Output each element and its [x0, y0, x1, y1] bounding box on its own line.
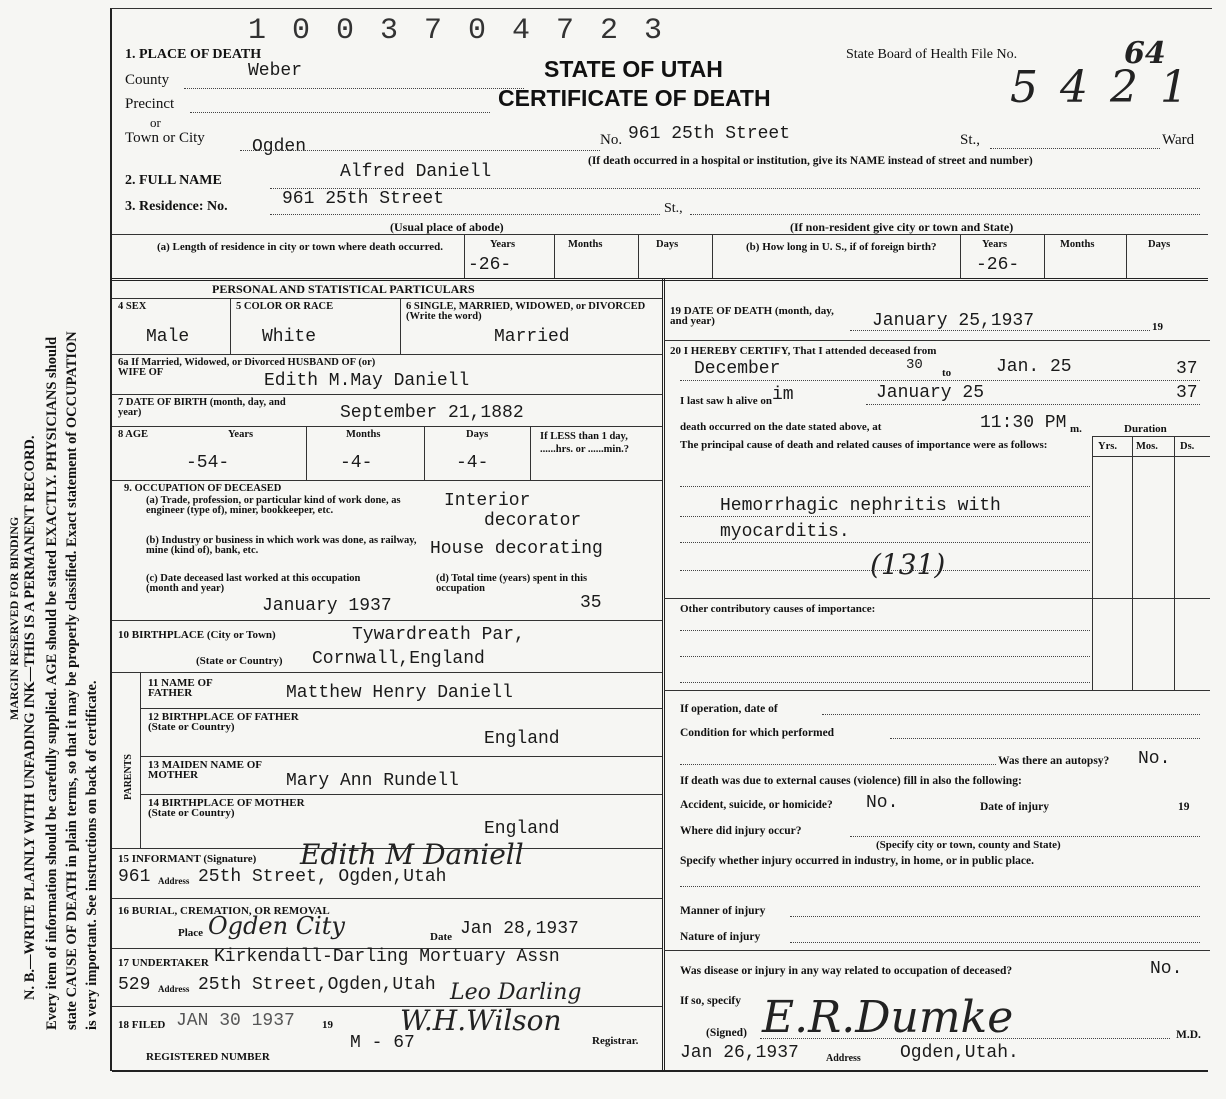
precinct-line [190, 112, 490, 113]
age-divider-1 [306, 426, 307, 480]
marital-label: 6 SINGLE, MARRIED, WIDOWED, or DIVORCED (Write the word) [406, 301, 646, 322]
mother-birthplace-label: 14 BIRTHPLACE OF MOTHER (State or Country) [148, 797, 305, 819]
town-line [240, 150, 600, 151]
file-number-large: 5 4 2 1 [1010, 62, 1192, 113]
us-years-header: Years [982, 239, 1008, 250]
occupation-a-value-1: Interior [444, 491, 531, 511]
duration-div-1 [1092, 436, 1093, 690]
death-time-value: 11:30 PM [980, 413, 1067, 433]
marital-value: Married [494, 327, 570, 347]
md-label: M.D. [1176, 1029, 1201, 1041]
undertaker-label: 17 UNDERTAKER [118, 957, 209, 969]
physician-address-value: Ogden,Utah. [900, 1043, 1019, 1063]
parents-rule-1 [140, 708, 662, 709]
less-than-label: If LESS than 1 day, ......hrs. or ......min.? [540, 431, 630, 455]
specify-injury-label: Specify whether injury occurred in industry, in home, or in public place. [680, 855, 1034, 867]
parents-divider [140, 672, 141, 848]
us-box-div-1 [960, 234, 961, 278]
occupation-related-value: No. [1150, 959, 1183, 979]
state-title: STATE OF UTAH [544, 56, 723, 82]
condition-label: Condition for which performed [680, 727, 835, 739]
informant-address-number: 961 [118, 867, 151, 887]
file-number-label: State Board of Health File No. [846, 47, 1018, 62]
race-value: White [262, 327, 317, 347]
filed-stamp: JAN 30 1937 [176, 1011, 295, 1031]
undertaker-address-value: 25th Street,Ogden,Utah [198, 975, 436, 995]
where-injury-label: Where did injury occur? [680, 825, 802, 837]
age-days-label: Days [466, 429, 489, 440]
side-instruction-line-4: is very important. See instructions on back of certificate. [84, 680, 100, 1030]
duration-header-rule [1092, 456, 1210, 457]
ward-line [990, 148, 1160, 149]
us-box-div-3 [1126, 234, 1127, 278]
hospital-note: (If death occurred in a hospital or institution, give its NAME instead of street and number) [588, 155, 1033, 167]
mother-name-value: Mary Ann Rundell [286, 771, 459, 791]
date-of-death-line [850, 330, 1150, 331]
last-saw-value: January 25 [876, 383, 985, 403]
dod-19-label: 19 [1152, 321, 1163, 333]
manner-line [790, 916, 1200, 917]
occupation-d-label: (d) Total time (years) spent in this occupation [436, 573, 588, 594]
other-causes-label: Other contributory causes of importance: [680, 603, 876, 615]
sex-label: 4 SEX [118, 301, 147, 312]
race-label: 5 COLOR OR RACE [236, 301, 334, 312]
cause-line-1 [680, 486, 1090, 487]
residence-st-label: St., [664, 201, 683, 216]
parents-rule-3 [140, 794, 662, 795]
autopsy-value: No. [1138, 749, 1171, 769]
personal-heading-rule [112, 298, 662, 299]
st-label: St., [960, 132, 981, 148]
cause-value-2: myocarditis. [720, 522, 850, 542]
nature-line [790, 942, 1200, 943]
res-box-div-3 [638, 234, 639, 278]
duration-ds-header: Ds. [1180, 441, 1195, 452]
county-line [184, 88, 524, 89]
nonresident-note: (If non-resident give city or town and State) [790, 220, 1014, 234]
age-months-value: -4- [340, 453, 373, 473]
usual-abode-note: (Usual place of abode) [390, 220, 504, 234]
operation-line [822, 714, 1200, 715]
informant-label: 15 INFORMANT (Signature) [118, 853, 257, 865]
column-divider [662, 278, 665, 1070]
accident-value: No. [866, 793, 899, 813]
row-rule-2 [112, 394, 662, 395]
us-months-header: Months [1060, 239, 1095, 250]
occupation-c-value: January 1937 [262, 596, 392, 616]
mother-birthplace-value: England [484, 819, 560, 839]
father-birthplace-value: England [484, 729, 560, 749]
death-time-label: death occurred on the date stated above, at [680, 421, 882, 433]
injury-year-label: 19 [1178, 801, 1190, 813]
length-residence-label: (a) Length of residence in city or town where death occurred. [156, 241, 444, 253]
age-years-label: Years [228, 429, 254, 440]
occupation-related-label: Was disease or injury in any way related to occupation of deceased? [680, 965, 1013, 977]
spouse-value: Edith M.May Daniell [264, 371, 470, 391]
age-days-value: -4- [456, 453, 489, 473]
age-label: 8 AGE [118, 429, 149, 440]
signed-date-value: Jan 26,1937 [680, 1043, 799, 1063]
where-injury-line [850, 836, 1200, 837]
town-value: Ogden [252, 137, 307, 157]
town-label: Town or City [125, 130, 205, 146]
street-value: 961 25th Street [628, 124, 791, 144]
burial-place-value: Ogden City [208, 912, 345, 940]
residence-value: 961 25th Street [282, 189, 445, 209]
burial-label: 16 BURIAL, CREMATION, OR REMOVAL [118, 905, 330, 917]
father-name-label: 11 NAME OF FATHER [148, 677, 213, 699]
specify-place-note: (Specify city or town, county and State) [876, 839, 1061, 851]
race-divider [400, 298, 401, 354]
us-days-header: Days [1148, 239, 1171, 250]
us-years-value: -26- [976, 255, 1020, 275]
personal-heading: PERSONAL AND STATISTICAL PARTICULARS [212, 282, 475, 296]
external-causes-label: If death was due to external causes (violence) fill in also the following: [680, 775, 1022, 787]
informant-signature: Edith M Daniell [300, 838, 524, 871]
side-instruction-line-2: Every item of information should be carefully supplied. AGE should be stated EXACTLY. PHYSICIANS should [44, 336, 60, 1030]
certify-label: 20 I HEREBY CERTIFY, That I attended deceased from [670, 345, 937, 357]
father-name-value: Matthew Henry Daniell [286, 683, 513, 703]
row-rule-10 [112, 1006, 662, 1007]
duration-div-3 [1174, 436, 1175, 690]
last-saw-label: I last saw h alive on [680, 395, 772, 407]
age-divider-2 [424, 426, 425, 480]
attended-to-label: to [942, 367, 952, 379]
certificate-title: CERTIFICATE OF DEATH [498, 85, 771, 111]
registrar-label: Registrar. [592, 1035, 639, 1047]
sex-value: Male [146, 327, 190, 347]
informant-address-label: Address [158, 876, 190, 886]
other-line-2 [680, 656, 1090, 657]
death-time-m-label: m. [1070, 423, 1082, 435]
binding-margin-note: MARGIN RESERVED FOR BINDING [7, 516, 21, 720]
med-rule-3 [664, 690, 1210, 691]
if-so-specify-label: If so, specify [680, 995, 742, 1007]
occupation-c-label: (c) Date deceased last worked at this occupation (month and year) [146, 573, 361, 594]
side-instruction-line-3: state CAUSE OF DEATH in plain terms, so that it may be properly classified. Exact statement of OCCUPATION [64, 331, 80, 1030]
duration-yrs-header: Yrs. [1098, 441, 1117, 452]
specify-line [680, 886, 1200, 887]
occupation-a-value-2: decorator [484, 511, 582, 531]
attended-to-value: Jan. 25 [996, 357, 1072, 377]
attended-year-value: 37 [1176, 359, 1198, 379]
other-line-1 [680, 630, 1090, 631]
res-years-value: -26- [468, 255, 512, 275]
sex-divider [230, 298, 231, 354]
ward-label: Ward [1162, 132, 1195, 148]
res-years-header: Years [490, 239, 516, 250]
section-divider [112, 278, 1208, 281]
last-saw-line [866, 404, 1200, 405]
burial-date-value: Jan 28,1937 [460, 919, 579, 939]
duration-label: Duration [1124, 423, 1167, 435]
us-box-div-2 [1044, 234, 1045, 278]
undertaker-address-label: Address [158, 984, 190, 994]
med-rule-1 [664, 340, 1210, 341]
us-residence-label: (b) How long in U. S., if of foreign birth? [746, 241, 937, 253]
row-rule-4 [112, 480, 662, 481]
parents-side-label: PARENTS [123, 754, 134, 800]
accident-label: Accident, suicide, or homicide? [680, 799, 833, 811]
age-divider-3 [530, 426, 531, 480]
cause-value-1: Hemorrhagic nephritis with [720, 496, 1001, 516]
med-rule-2 [664, 598, 1210, 599]
res-months-header: Months [568, 239, 603, 250]
date-of-death-value: January 25,1937 [872, 311, 1035, 331]
undertaker-value: Kirkendall-Darling Mortuary Assn [214, 947, 560, 967]
attended-from-day: 30 [906, 357, 923, 373]
county-value: Weber [248, 61, 303, 81]
parents-rule-2 [140, 756, 662, 757]
father-birthplace-label: 12 BIRTHPLACE OF FATHER (State or Country) [148, 711, 299, 733]
last-saw-year-value: 37 [1176, 383, 1198, 403]
filed-label: 18 FILED [118, 1019, 166, 1031]
street-no-label: No. [600, 132, 623, 148]
bottom-rule [112, 1070, 1208, 1072]
res-box-div-4 [712, 234, 713, 278]
birthplace-label: 10 BIRTHPLACE (City or Town) [118, 629, 276, 641]
mother-name-label: 13 MAIDEN NAME OF MOTHER [148, 759, 262, 781]
occupation-b-value: House decorating [430, 539, 603, 559]
informant-address-value: 25th Street, Ogden,Utah [198, 867, 447, 887]
full-name-label: 2. FULL NAME [125, 173, 222, 188]
registrar-signature: W.H.Wilson [400, 1004, 562, 1037]
occupation-b-label: (b) Industry or business in which work was done, as railway, mine (kind of), bank, etc. [146, 535, 417, 556]
duration-mos-header: Mos. [1136, 441, 1158, 452]
birthplace-state-value: Cornwall,England [312, 649, 485, 669]
registered-number-value: M - 67 [350, 1033, 415, 1053]
manner-injury-label: Manner of injury [680, 905, 766, 917]
row-rule-8 [112, 898, 662, 899]
burial-date-label: Date [430, 931, 452, 943]
file-number-handwritten: 64 [1124, 36, 1166, 71]
res-days-header: Days [656, 239, 679, 250]
row-rule-5 [112, 620, 662, 621]
condition-line [890, 738, 1200, 739]
nature-injury-label: Nature of injury [680, 931, 761, 943]
cause-line-4 [680, 570, 1090, 571]
injury-date-label: Date of injury [980, 801, 1049, 813]
last-saw-him: im [772, 385, 794, 405]
registered-number-label: REGISTERED NUMBER [146, 1051, 270, 1063]
undertaker-signature: Leo Darling [450, 980, 582, 1005]
certificate-number: 1 0 0 3 7 0 4 7 2 3 [248, 14, 667, 48]
filed-19-label: 19 [322, 1019, 333, 1031]
residence-line [270, 214, 660, 215]
other-line-3 [680, 682, 1090, 683]
full-name-value: Alfred Daniell [340, 162, 492, 182]
res-box-div-1 [464, 234, 465, 278]
burial-place-label: Place [178, 927, 204, 939]
age-months-label: Months [346, 429, 381, 440]
residence-line-2 [690, 214, 1200, 215]
attended-from-value: December [694, 359, 781, 379]
cause-line-3 [680, 542, 1090, 543]
dob-label: 7 DATE OF BIRTH (month, day, and year) [118, 397, 286, 418]
undertaker-address-number: 529 [118, 975, 151, 995]
or-label: or [150, 115, 161, 130]
county-label: County [125, 72, 170, 88]
res-box-div-2 [554, 234, 555, 278]
med-rule-4 [664, 950, 1210, 951]
operation-label: If operation, date of [680, 703, 778, 715]
signed-label: (Signed) [706, 1027, 747, 1039]
cause-line-2 [680, 516, 1090, 517]
physician-signature: E.R.Dumke [762, 992, 1014, 1043]
birthplace-city-value: Tywardreath Par, [352, 625, 525, 645]
spouse-label: 6a If Married, Widowed, or Divorced HUSBAND OF (or) WIFE OF [118, 357, 376, 378]
birthplace-state-label: (State or Country) [196, 655, 283, 667]
cause-code: (131) [870, 548, 946, 581]
duration-div-2 [1132, 436, 1133, 690]
attended-line [680, 380, 1200, 381]
precinct-label: Precinct [125, 96, 175, 112]
occupation-a-label: (a) Trade, profession, or particular kind of work done, as engineer (type of), miner, bookkeeper, etc. [146, 495, 401, 516]
occupation-label: 9. OCCUPATION OF DECEASED [124, 483, 282, 494]
signed-line [760, 1038, 1170, 1039]
row-rule-6 [112, 672, 662, 673]
row-rule-1 [112, 354, 662, 355]
cause-label: The principal cause of death and related causes of importance were as follows: [680, 439, 1048, 451]
duration-rule [1092, 436, 1210, 437]
row-rule-3 [112, 426, 662, 427]
residence-label: 3. Residence: No. [125, 199, 228, 214]
date-of-death-label: 19 DATE OF DEATH (month, day, and year) [670, 305, 834, 327]
occupation-d-value: 35 [580, 593, 602, 613]
dob-value: September 21,1882 [340, 403, 524, 423]
autopsy-line [680, 764, 996, 765]
age-years-value: -54- [186, 453, 230, 473]
place-of-death-label: 1. PLACE OF DEATH [125, 47, 262, 62]
physician-address-label: Address [826, 1053, 861, 1064]
side-instruction-line-1: N. B.—WRITE PLAINLY WITH UNFADING INK—THIS IS A PERMANENT RECORD. [22, 435, 38, 1000]
autopsy-label: Was there an autopsy? [998, 755, 1110, 767]
